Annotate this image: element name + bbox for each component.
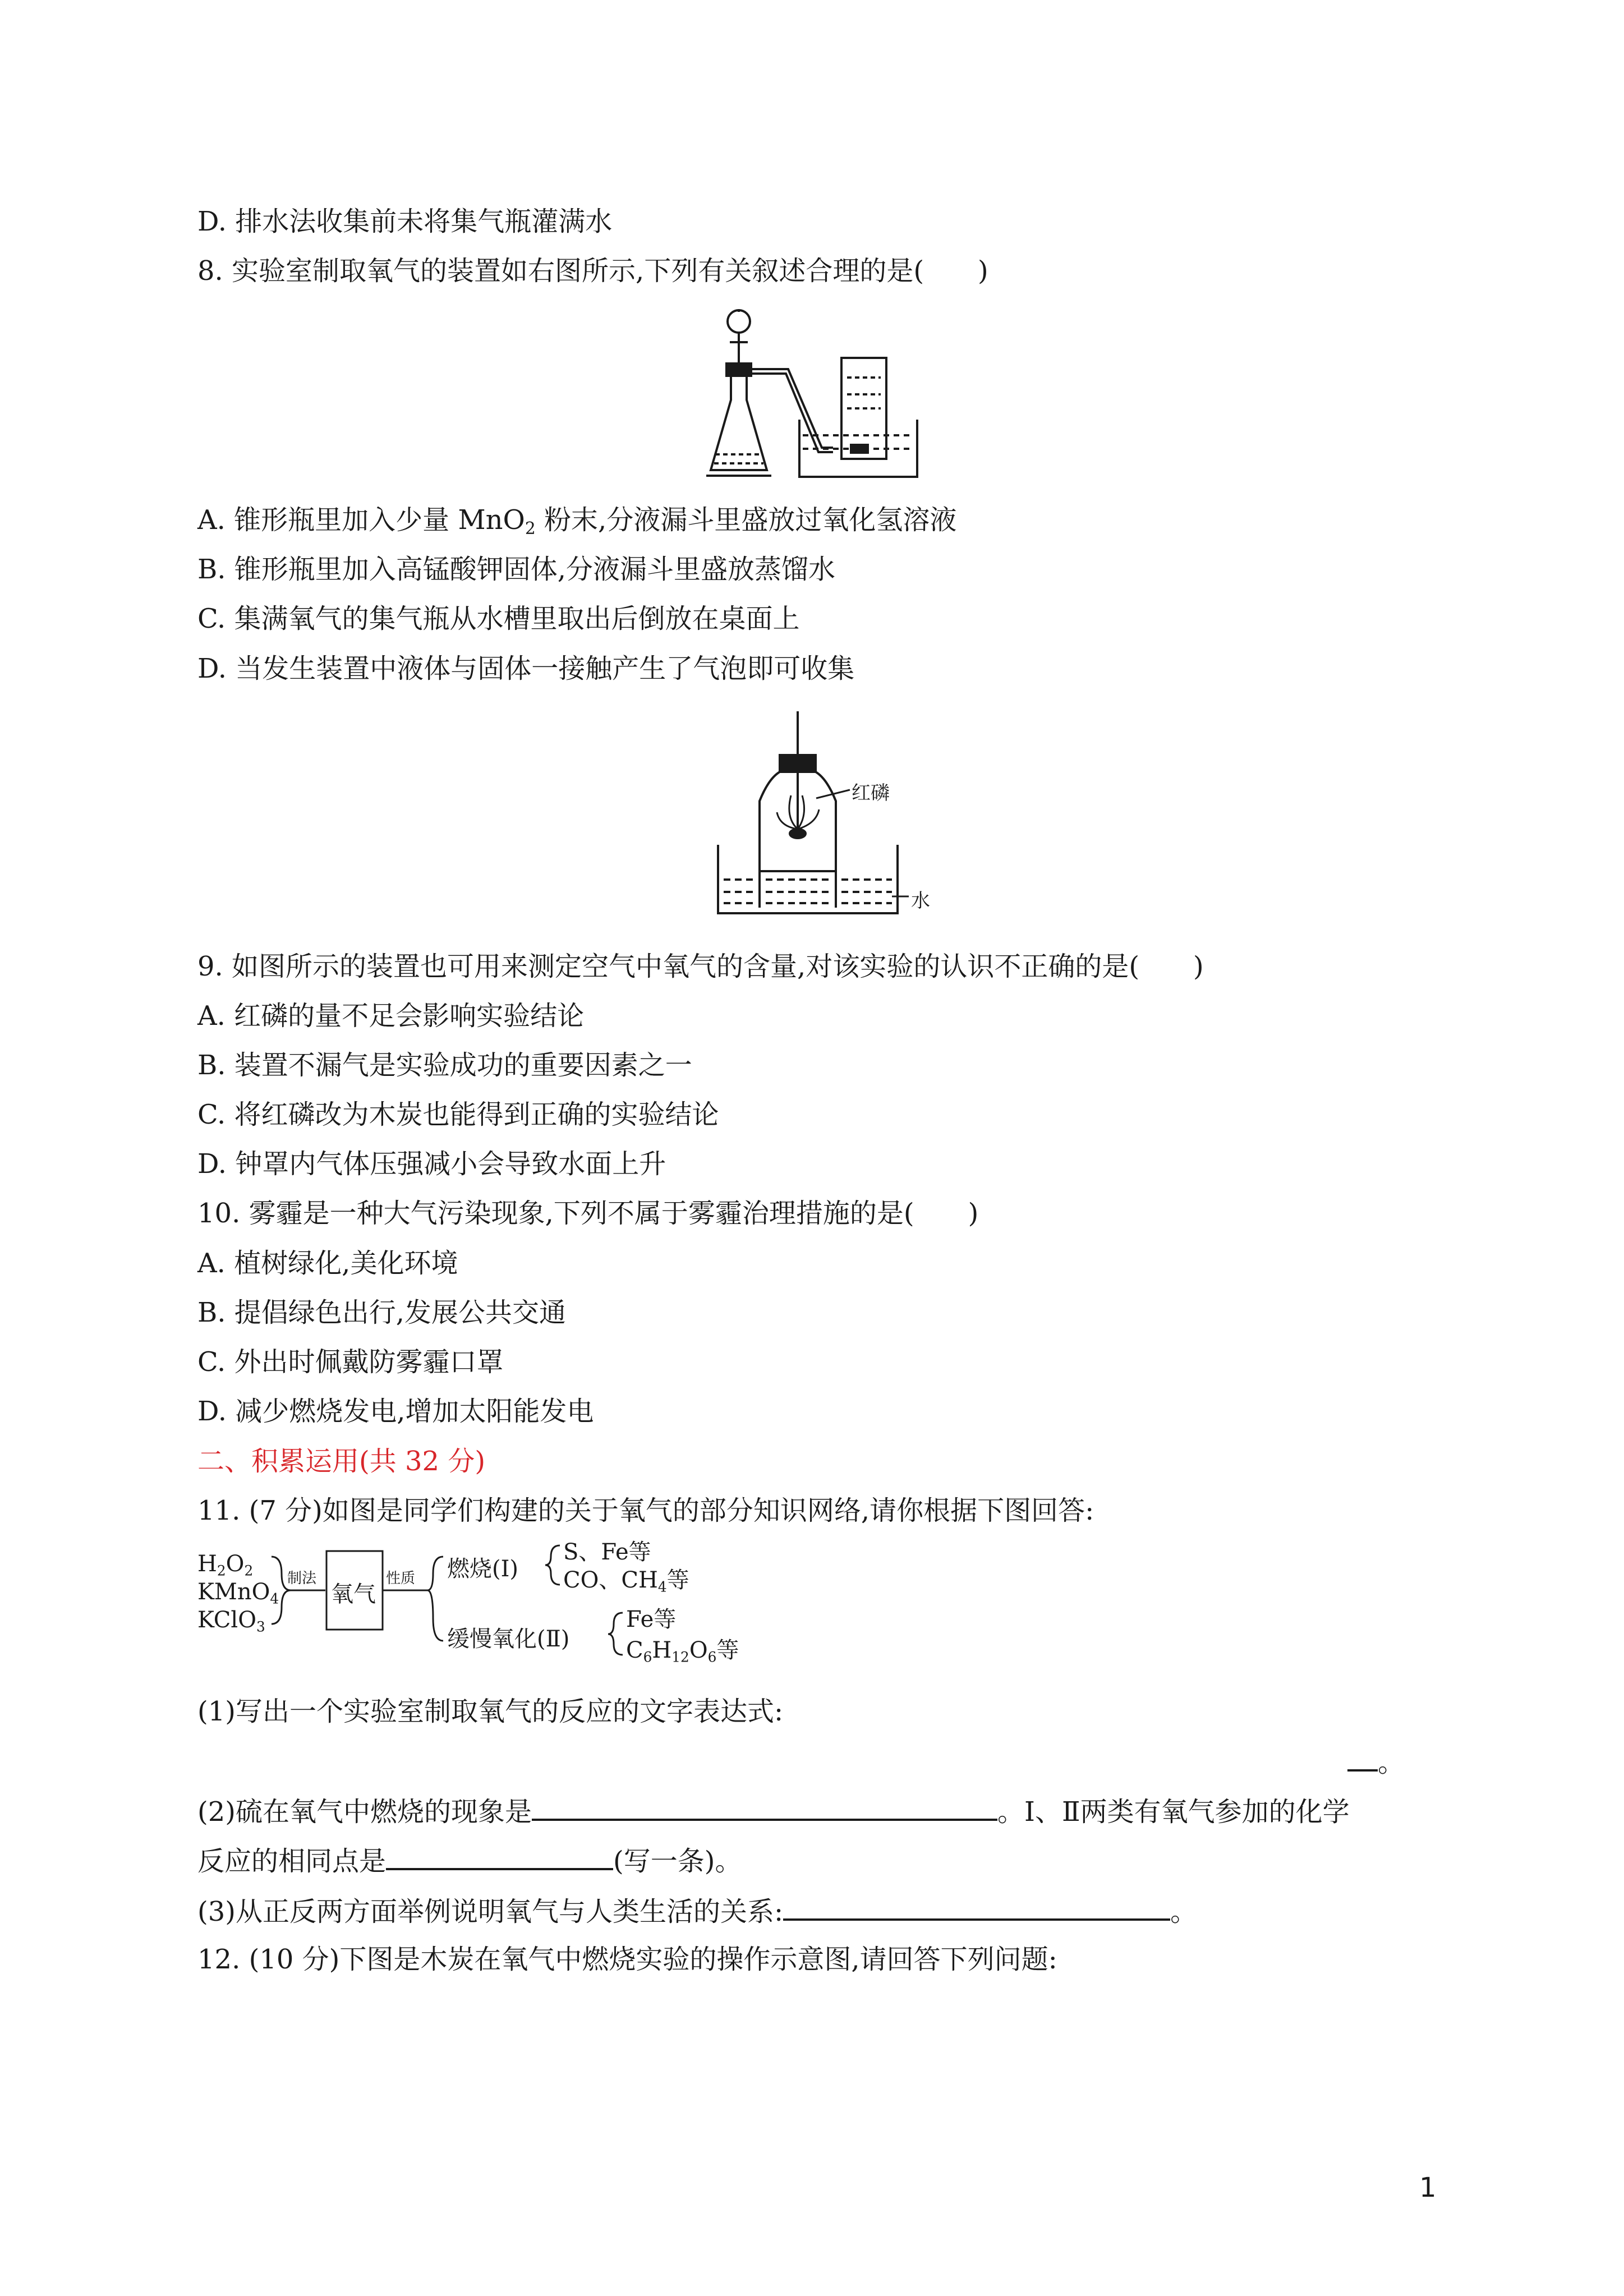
combustion-node: 燃烧(Ⅰ)	[447, 1556, 519, 1582]
q11-part-3: (3)从正反两方面举例说明氧气与人类生活的关系: 。	[197, 1893, 1197, 1929]
q9-option-d: D. 钟罩内气体压强减小会导致水面上升	[197, 1148, 666, 1180]
slow-oxidation-node: 缓慢氧化(Ⅱ)	[447, 1626, 570, 1652]
page-number: 1	[1419, 2172, 1437, 2203]
q10-option-c: C. 外出时佩戴防雾霾口罩	[197, 1346, 504, 1378]
q8-option-d: D. 当发生装置中液体与固体一接触产生了气泡即可收集	[197, 653, 855, 684]
q9-option-c: C. 将红磷改为木炭也能得到正确的实验结论	[197, 1099, 719, 1130]
q11-part-1-answer-line: 。	[1347, 1743, 1405, 1780]
bell-jar-figure	[712, 711, 948, 919]
q11-part-3-blank[interactable]	[783, 1893, 1170, 1921]
q8-stem: 8. 实验室制取氧气的装置如右图所示,下列有关叙述合理的是( )	[197, 255, 988, 287]
q11-part-2-continued: 反应的相同点是 (写一条)。	[197, 1842, 742, 1879]
q7-option-d: D. 排水法收集前未将集气瓶灌满水	[197, 206, 613, 237]
q8-option-a: A. 锥形瓶里加入少量 MnO$_2$ 粉末,分液漏斗里盛放过氧化氢溶液	[197, 504, 957, 539]
combustion-item-2: CO、$CH_4$等	[563, 1567, 689, 1595]
water-label: 水	[911, 890, 930, 912]
q10-option-b: B. 提倡绿色出行,发展公共交通	[197, 1297, 567, 1328]
q9-stem: 9. 如图所示的装置也可用来测定空气中氧气的含量,对该实验的认识不正确的是( )	[197, 951, 1204, 982]
kmno4-formula: KMnO$_4$	[197, 1579, 279, 1607]
q11-part-2: (2)硫在氧气中燃烧的现象是 。Ⅰ、Ⅱ两类有氧气参加的化学	[197, 1793, 1350, 1829]
slow-oxidation-item-2: $C_6H_{12}O_6$等	[626, 1637, 739, 1665]
oxygen-knowledge-network	[197, 1534, 786, 1674]
kclo3-formula: KClO$_3$	[197, 1607, 265, 1635]
combustion-item-1: S、Fe等	[563, 1539, 651, 1565]
q11-part-2-blank-1[interactable]	[532, 1793, 997, 1821]
oxygen-apparatus-figure	[704, 307, 923, 487]
q12-stem: 12. (10 分)下图是木炭在氧气中燃烧实验的操作示意图,请回答下列问题:	[197, 1944, 1057, 1975]
q11-stem: 11. (7 分)如图是同学们构建的关于氧气的部分知识网络,请你根据下图回答:	[197, 1495, 1094, 1526]
q11-part-1: (1)写出一个实验室制取氧气的反应的文字表达式:	[197, 1696, 784, 1727]
q9-option-b: B. 装置不漏气是实验成功的重要因素之一	[197, 1050, 692, 1081]
q10-stem: 10. 雾霾是一种大气污染现象,下列不属于雾霾治理措施的是( )	[197, 1198, 979, 1229]
q8-option-c: C. 集满氧气的集气瓶从水槽里取出后倒放在桌面上	[197, 603, 800, 634]
property-label: 性质	[386, 1570, 416, 1587]
q9-option-a: A. 红磷的量不足会影响实验结论	[197, 1000, 585, 1032]
slow-oxidation-item-1: Fe等	[626, 1607, 677, 1632]
q10-option-d: D. 减少燃烧发电,增加太阳能发电	[197, 1396, 594, 1427]
q11-part-1-blank[interactable]	[1347, 1743, 1378, 1772]
oxygen-center: 氧气	[331, 1581, 376, 1607]
make-label: 制法	[287, 1570, 317, 1587]
q8-option-b: B. 锥形瓶里加入高锰酸钾固体,分液漏斗里盛放蒸馏水	[197, 554, 836, 585]
red-phosphorus-label: 红磷	[852, 782, 890, 804]
section-2-heading: 二、积累运用(共 32 分)	[197, 1446, 486, 1477]
q11-part-2-blank-2[interactable]	[386, 1842, 613, 1870]
q10-option-a: A. 植树绿化,美化环境	[197, 1248, 458, 1279]
h2o2-formula: $H_2O_2$	[197, 1551, 254, 1579]
